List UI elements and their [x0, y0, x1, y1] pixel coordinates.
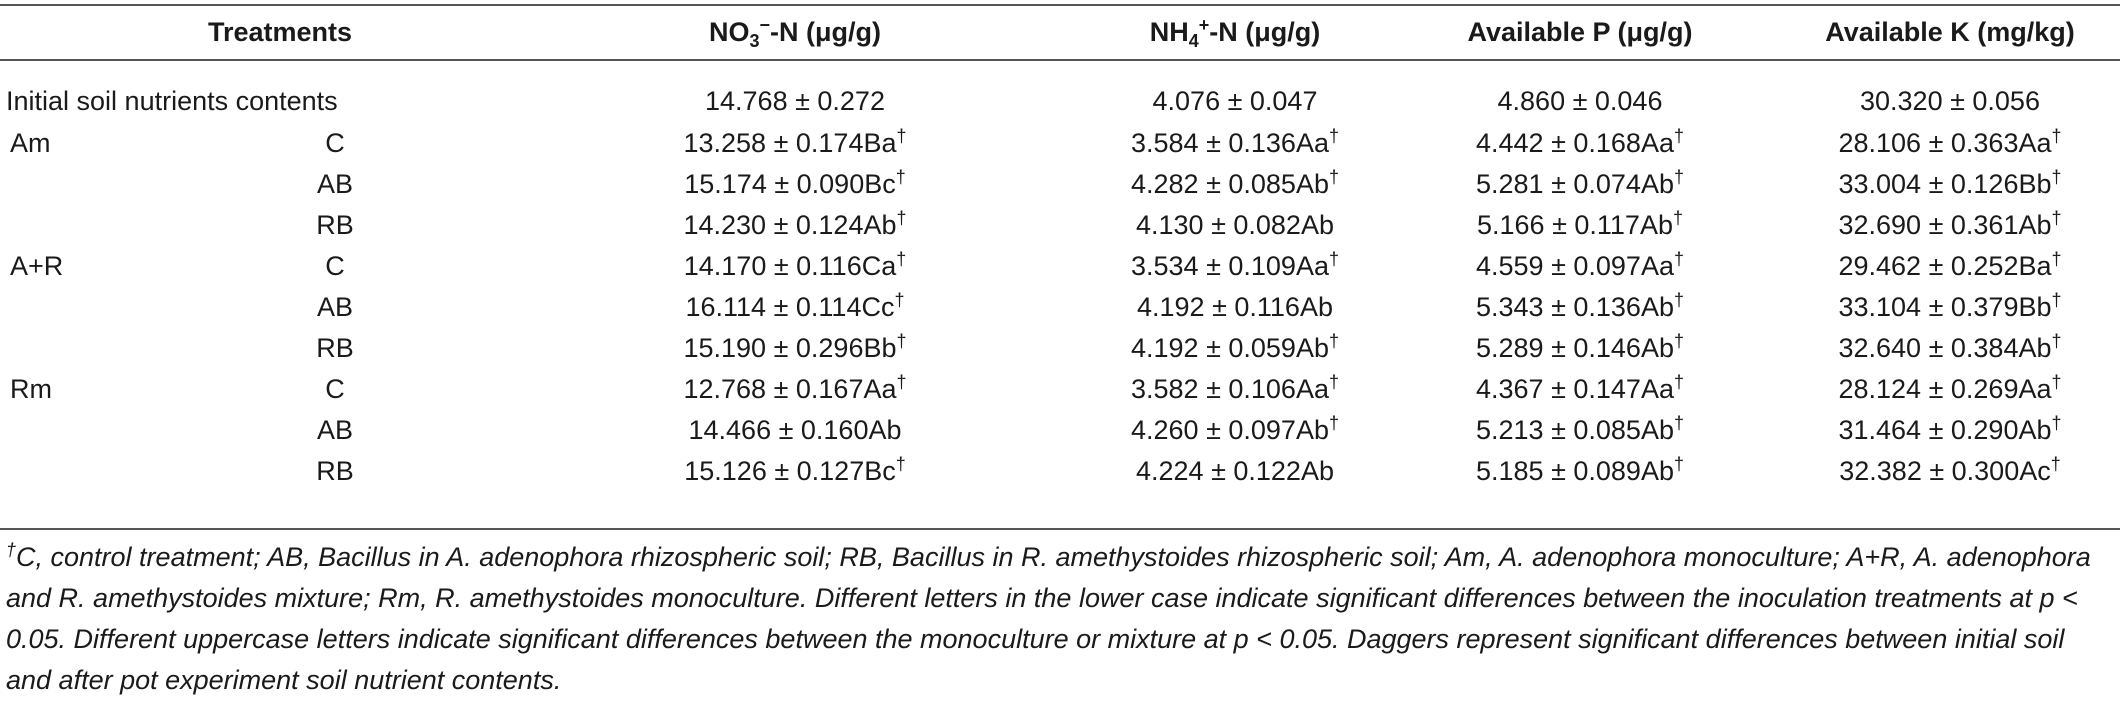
row-treatment: C: [325, 128, 345, 158]
dagger-mark: †: [1328, 413, 1339, 433]
bottom-rule: [0, 528, 2120, 530]
dagger-mark: †: [2051, 413, 2062, 433]
initial-label: Initial soil nutrients contents: [6, 86, 338, 116]
header-rule: [0, 59, 2120, 61]
cell-nitrate: [545, 163, 1045, 205]
cell-value: 4.282 ± 0.085Ab: [1131, 169, 1329, 199]
header-row: [0, 8, 2120, 56]
table-footnote: [6, 537, 2114, 701]
cell-value: 14.170 ± 0.116Ca: [683, 251, 897, 281]
cell-value: 13.258 ± 0.174Ba: [683, 128, 897, 158]
table-row: [0, 286, 2120, 328]
cell-value: 28.124 ± 0.269Aa: [1838, 374, 2052, 404]
table-row: [0, 122, 2120, 164]
table-row: [0, 245, 2120, 287]
header-available-k: Available K (mg/kg): [1825, 17, 2075, 47]
cell-value: 4.224 ± 0.122Ab: [1136, 456, 1334, 486]
cell-value: 4.260 ± 0.097Ab: [1131, 415, 1329, 445]
dagger-mark: †: [2050, 454, 2061, 474]
dagger-mark: †: [896, 126, 907, 146]
cell-value: 5.213 ± 0.085Ab: [1476, 415, 1674, 445]
table-row: [0, 450, 2120, 492]
cell-value: 5.289 ± 0.146Ab: [1476, 333, 1674, 363]
dagger-mark: †: [1328, 372, 1339, 392]
cell-nitrate: [545, 327, 1045, 369]
cell-value: 29.462 ± 0.252Ba: [1838, 251, 2052, 281]
cell-available-k: [1700, 327, 2120, 369]
dagger-mark: †: [894, 290, 905, 310]
dagger-mark: †: [1328, 331, 1339, 351]
cell-available-k: [1700, 409, 2120, 451]
cell-value: 4.367 ± 0.147Aa: [1476, 374, 1674, 404]
cell-value: 14.230 ± 0.124Ab: [683, 210, 897, 240]
cell-value: 4.192 ± 0.059Ab: [1131, 333, 1329, 363]
cell-nitrate: [545, 204, 1045, 246]
dagger-mark: †: [2051, 208, 2062, 228]
dagger-mark: †: [896, 331, 907, 351]
cell-value: 12.768 ± 0.167Aa: [683, 374, 897, 404]
row-treatment: RB: [316, 333, 354, 363]
dagger-mark: †: [1328, 167, 1339, 187]
cell-value: 3.582 ± 0.106Aa: [1131, 374, 1329, 404]
cell-value: 5.281 ± 0.074Ab: [1476, 169, 1674, 199]
cell-available-k: [1700, 204, 2120, 246]
header-treatments: Treatments: [207, 17, 353, 47]
dagger-mark: †: [896, 208, 907, 228]
dagger-mark: †: [1673, 126, 1684, 146]
header-nitrate: $NO_3^--N$ (μg/g): [708, 15, 881, 51]
cell-value: 5.185 ± 0.089Ab: [1476, 456, 1674, 486]
table-row: [0, 368, 2120, 410]
row-treatment: AB: [316, 415, 354, 445]
cell-value: 3.584 ± 0.136Aa: [1131, 128, 1329, 158]
cell-value: 4.442 ± 0.168Aa: [1476, 128, 1674, 158]
cell-value: 31.464 ± 0.290Ab: [1838, 415, 2052, 445]
dagger-mark: †: [1673, 290, 1684, 310]
cell-nitrate: [545, 245, 1045, 287]
initial-nitrate: 14.768 ± 0.272: [705, 86, 885, 116]
cell-value: 32.382 ± 0.300Ac: [1839, 456, 2051, 486]
cell-nitrate: [545, 368, 1045, 410]
dagger-mark: †: [1328, 126, 1339, 146]
cell-nitrate: [545, 450, 1045, 492]
cell-value: 15.174 ± 0.090Bc: [684, 169, 896, 199]
row-treatment: C: [325, 374, 345, 404]
cell-value: 16.114 ± 0.114Cc: [685, 292, 895, 322]
cell-value: 4.130 ± 0.082Ab: [1136, 210, 1334, 240]
footnote-text: C, control treatment; AB, Bacillus in A. adenophora rhizospheric soil; RB, Bacillus in R. amethystoides rhizospheric soil; Am, A. adenophora monoculture; A+R, A. adenophora and R. amethystoides mixture; Rm, R. amethystoides monoculture. Different letters in the lower case indicate significant differences between the inoculation treatments at p < 0.05. Different uppercase letters indicate significant differences between the monoculture or mixture at p < 0.05. Daggers represent significant differences between initial soil and after pot experiment soil nutrient contents.: [6, 542, 2091, 695]
row-treatment: AB: [316, 169, 354, 199]
header-available-p: Available P (μg/g): [1467, 17, 1693, 47]
row-group: A+R: [10, 251, 64, 281]
cell-value: 32.640 ± 0.384Ab: [1838, 333, 2052, 363]
row-treatment: RB: [316, 210, 354, 240]
dagger-mark: †: [895, 167, 906, 187]
cell-value: 15.190 ± 0.296Bb: [683, 333, 897, 363]
dagger-mark: †: [1673, 249, 1684, 269]
cell-value: 3.534 ± 0.109Aa: [1131, 251, 1329, 281]
dagger-mark: †: [2051, 249, 2062, 269]
dagger-mark: †: [1673, 454, 1684, 474]
dagger-mark: †: [895, 454, 906, 474]
table-row: [0, 163, 2120, 205]
cell-value: 4.559 ± 0.097Aa: [1476, 251, 1674, 281]
cell-nitrate: [545, 409, 1045, 451]
cell-value: 32.690 ± 0.361Ab: [1838, 210, 2052, 240]
dagger-mark: †: [896, 249, 907, 269]
initial-ammonium: 4.076 ± 0.047: [1152, 86, 1318, 116]
initial-row: [0, 80, 2120, 122]
cell-available-k: [1700, 122, 2120, 164]
top-rule: [0, 4, 2120, 6]
row-group: Am: [10, 128, 51, 158]
cell-value: 5.343 ± 0.136Ab: [1476, 292, 1674, 322]
cell-available-k: [1700, 450, 2120, 492]
dagger-mark: †: [2051, 126, 2062, 146]
cell-value: 5.166 ± 0.117Ab: [1477, 210, 1673, 240]
cell-value: 33.004 ± 0.126Bb: [1838, 169, 2052, 199]
cell-available-k: [1700, 286, 2120, 328]
cell-nitrate: [545, 122, 1045, 164]
row-treatment: C: [325, 251, 345, 281]
initial-available-p: 4.860 ± 0.046: [1497, 86, 1663, 116]
table-row: [0, 327, 2120, 369]
cell-value: 14.466 ± 0.160Ab: [688, 415, 902, 445]
cell-available-k: [1700, 245, 2120, 287]
dagger-mark: †: [1673, 331, 1684, 351]
row-group: Rm: [10, 374, 52, 404]
dagger-mark: †: [1673, 167, 1684, 187]
dagger-mark: †: [896, 372, 907, 392]
cell-value: 15.126 ± 0.127Bc: [684, 456, 896, 486]
table-row: [0, 204, 2120, 246]
row-treatment: AB: [316, 292, 354, 322]
row-treatment: RB: [316, 456, 354, 486]
footnote-dagger: †: [6, 540, 17, 560]
cell-value: 33.104 ± 0.379Bb: [1838, 292, 2052, 322]
initial-available-k: 30.320 ± 0.056: [1860, 86, 2040, 116]
dagger-mark: †: [2051, 290, 2062, 310]
dagger-mark: †: [1673, 372, 1684, 392]
dagger-mark: †: [2051, 167, 2062, 187]
dagger-mark: †: [2051, 331, 2062, 351]
header-ammonium: $NH_4^+-N$ (μg/g): [1149, 15, 1321, 51]
dagger-mark: †: [1672, 208, 1683, 228]
cell-nitrate: [545, 286, 1045, 328]
dagger-mark: †: [1673, 413, 1684, 433]
cell-available-k: [1700, 163, 2120, 205]
dagger-mark: †: [2051, 372, 2062, 392]
cell-value: 28.106 ± 0.363Aa: [1838, 128, 2052, 158]
cell-available-k: [1700, 368, 2120, 410]
table-row: [0, 409, 2120, 451]
dagger-mark: †: [1328, 249, 1339, 269]
cell-value: 4.192 ± 0.116Ab: [1137, 292, 1333, 322]
